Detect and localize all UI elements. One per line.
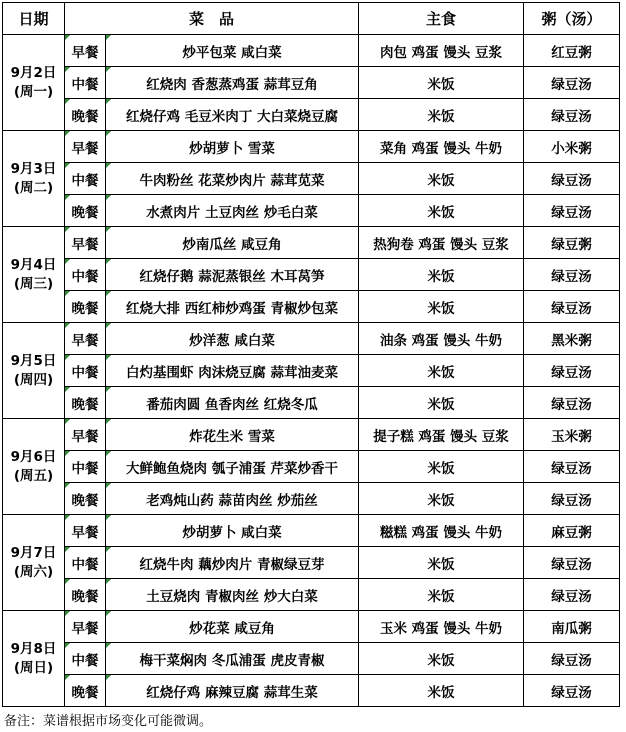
soup-cell: 小米粥 xyxy=(524,131,620,163)
table-row xyxy=(3,195,620,227)
table-row xyxy=(3,131,620,163)
soup-cell: 绿豆汤 xyxy=(524,483,620,515)
staple-cell: 米饭 xyxy=(359,579,524,611)
staple-cell: 米饭 xyxy=(359,355,524,387)
staple-cell: 米饭 xyxy=(359,643,524,675)
table-row xyxy=(3,35,620,67)
meal-type-cell: 晚餐 xyxy=(65,99,106,131)
table-row xyxy=(3,323,620,355)
table-row xyxy=(3,515,620,547)
dishes-cell: 牛肉粉丝 花菜炒肉片 蒜茸苋菜 xyxy=(106,163,359,195)
staple-cell: 提子糕 鸡蛋 馒头 豆浆 xyxy=(359,419,524,451)
meal-type-cell: 晚餐 xyxy=(65,387,106,419)
table-row xyxy=(3,675,620,707)
date-cell xyxy=(3,131,65,227)
soup-cell: 绿豆汤 xyxy=(524,163,620,195)
table-row xyxy=(3,67,620,99)
dishes-cell: 红烧大排 西红柿炒鸡蛋 青椒炒包菜 xyxy=(106,291,359,323)
date-label: 9月4日 xyxy=(10,256,57,273)
meal-type-cell: 中餐 xyxy=(65,163,106,195)
soup-cell: 玉米粥 xyxy=(524,419,620,451)
date-label: 9月3日 xyxy=(10,160,57,177)
staple-cell: 糍糕 鸡蛋 馒头 牛奶 xyxy=(359,515,524,547)
meal-type-cell: 早餐 xyxy=(65,611,106,643)
staple-cell: 米饭 xyxy=(359,387,524,419)
dishes-cell: 红烧牛肉 藕炒肉片 青椒绿豆芽 xyxy=(106,547,359,579)
meal-type-cell: 晚餐 xyxy=(65,195,106,227)
staple-cell: 米饭 xyxy=(359,163,524,195)
date-cell xyxy=(3,227,65,323)
header-date: 日期 xyxy=(3,3,65,35)
dishes-cell: 梅干菜焖肉 冬瓜浦蛋 虎皮青椒 xyxy=(106,643,359,675)
staple-cell: 米饭 xyxy=(359,291,524,323)
dishes-cell: 土豆烧肉 青椒肉丝 炒大白菜 xyxy=(106,579,359,611)
table-row xyxy=(3,547,620,579)
meal-type-cell: 晚餐 xyxy=(65,579,106,611)
soup-cell: 麻豆粥 xyxy=(524,515,620,547)
soup-cell: 绿豆汤 xyxy=(524,547,620,579)
dishes-cell: 白灼基围虾 肉沫烧豆腐 蒜茸油麦菜 xyxy=(106,355,359,387)
soup-cell: 绿豆汤 xyxy=(524,579,620,611)
dishes-cell: 炒洋葱 咸白菜 xyxy=(106,323,359,355)
soup-cell: 绿豆汤 xyxy=(524,291,620,323)
staple-cell: 米饭 xyxy=(359,675,524,707)
meal-type-cell: 中餐 xyxy=(65,259,106,291)
staple-cell: 米饭 xyxy=(359,547,524,579)
staple-cell: 油条 鸡蛋 馒头 牛奶 xyxy=(359,323,524,355)
table-row xyxy=(3,163,620,195)
meal-type-cell: 早餐 xyxy=(65,419,106,451)
staple-cell: 热狗卷 鸡蛋 馒头 豆浆 xyxy=(359,227,524,259)
staple-cell: 菜角 鸡蛋 馒头 牛奶 xyxy=(359,131,524,163)
dishes-cell: 炒花菜 咸豆角 xyxy=(106,611,359,643)
table-row xyxy=(3,227,620,259)
table-row xyxy=(3,419,620,451)
soup-cell: 绿豆汤 xyxy=(524,67,620,99)
soup-cell: 红豆粥 xyxy=(524,35,620,67)
meal-type-cell: 晚餐 xyxy=(65,291,106,323)
footnote: 备注：菜谱根据市场变化可能微调。 xyxy=(4,714,213,729)
weekday-label: (周五) xyxy=(13,467,54,484)
soup-cell: 绿豆汤 xyxy=(524,259,620,291)
dishes-cell: 红烧仔鸡 麻辣豆腐 蒜茸生菜 xyxy=(106,675,359,707)
meal-type-cell: 早餐 xyxy=(65,323,106,355)
dishes-cell: 炒胡萝卜 雪菜 xyxy=(106,131,359,163)
meal-type-cell: 中餐 xyxy=(65,547,106,579)
weekday-label: (周二) xyxy=(13,179,54,196)
staple-cell: 米饭 xyxy=(359,483,524,515)
weekday-label: (周六) xyxy=(13,563,54,580)
date-cell xyxy=(3,515,65,611)
dishes-cell: 炒胡萝卜 咸白菜 xyxy=(106,515,359,547)
meal-type-cell: 晚餐 xyxy=(65,483,106,515)
dishes-cell: 番茄肉圆 鱼香肉丝 红烧冬瓜 xyxy=(106,387,359,419)
meal-type-cell: 中餐 xyxy=(65,355,106,387)
header-soup: 粥（汤） xyxy=(524,3,620,35)
date-label: 9月8日 xyxy=(10,640,57,657)
table-row xyxy=(3,579,620,611)
table-row xyxy=(3,483,620,515)
weekday-label: (周一) xyxy=(13,83,54,100)
table-row xyxy=(3,355,620,387)
dishes-cell: 炒南瓜丝 咸豆角 xyxy=(106,227,359,259)
soup-cell: 绿豆汤 xyxy=(524,387,620,419)
header-dishes: 菜 品 xyxy=(65,3,359,35)
menu-body xyxy=(3,35,620,707)
table-row xyxy=(3,451,620,483)
table-row xyxy=(3,291,620,323)
date-label: 9月6日 xyxy=(10,448,57,465)
weekday-label: (周四) xyxy=(13,371,54,388)
meal-type-cell: 早餐 xyxy=(65,515,106,547)
meal-type-cell: 中餐 xyxy=(65,451,106,483)
dishes-cell: 红烧仔鹅 蒜泥蒸银丝 木耳莴笋 xyxy=(106,259,359,291)
table-row xyxy=(3,643,620,675)
soup-cell: 绿豆汤 xyxy=(524,675,620,707)
staple-cell: 玉米 鸡蛋 馒头 牛奶 xyxy=(359,611,524,643)
weekday-label: (周日) xyxy=(13,659,54,676)
date-cell xyxy=(3,611,65,707)
date-cell xyxy=(3,35,65,131)
date-cell xyxy=(3,419,65,515)
soup-cell: 绿豆汤 xyxy=(524,99,620,131)
dishes-cell: 红烧仔鸡 毛豆米肉丁 大白菜烧豆腐 xyxy=(106,99,359,131)
date-cell xyxy=(3,323,65,419)
meal-type-cell: 早餐 xyxy=(65,131,106,163)
staple-cell: 米饭 xyxy=(359,259,524,291)
soup-cell: 绿豆汤 xyxy=(524,355,620,387)
staple-cell: 米饭 xyxy=(359,99,524,131)
table-row xyxy=(3,99,620,131)
staple-cell: 肉包 鸡蛋 馒头 豆浆 xyxy=(359,35,524,67)
soup-cell: 绿豆汤 xyxy=(524,451,620,483)
soup-cell: 南瓜粥 xyxy=(524,611,620,643)
meal-type-cell: 早餐 xyxy=(65,35,106,67)
date-label: 9月7日 xyxy=(10,544,57,561)
weekday-label: (周三) xyxy=(13,275,54,292)
staple-cell: 米饭 xyxy=(359,195,524,227)
staple-cell: 米饭 xyxy=(359,67,524,99)
dishes-cell: 大鲜鲍鱼烧肉 瓠子浦蛋 芹菜炒香干 xyxy=(106,451,359,483)
dishes-cell: 老鸡炖山药 蒜苗肉丝 炒茄丝 xyxy=(106,483,359,515)
header-staple: 主食 xyxy=(359,3,524,35)
table-row xyxy=(3,259,620,291)
soup-cell: 绿豆粥 xyxy=(524,227,620,259)
dishes-cell: 炸花生米 雪菜 xyxy=(106,419,359,451)
soup-cell: 绿豆汤 xyxy=(524,643,620,675)
header-row xyxy=(3,3,620,35)
meal-type-cell: 晚餐 xyxy=(65,675,106,707)
dishes-cell: 水煮肉片 土豆肉丝 炒毛白菜 xyxy=(106,195,359,227)
weekly-menu-table xyxy=(2,2,620,707)
meal-type-cell: 早餐 xyxy=(65,227,106,259)
date-label: 9月2日 xyxy=(10,64,57,81)
meal-type-cell: 中餐 xyxy=(65,67,106,99)
soup-cell: 绿豆汤 xyxy=(524,195,620,227)
date-label: 9月5日 xyxy=(10,352,57,369)
dishes-cell: 炒平包菜 咸白菜 xyxy=(106,35,359,67)
dishes-cell: 红烧肉 香葱蒸鸡蛋 蒜茸豆角 xyxy=(106,67,359,99)
soup-cell: 黑米粥 xyxy=(524,323,620,355)
meal-type-cell: 中餐 xyxy=(65,643,106,675)
table-row xyxy=(3,387,620,419)
staple-cell: 米饭 xyxy=(359,451,524,483)
table-row xyxy=(3,611,620,643)
